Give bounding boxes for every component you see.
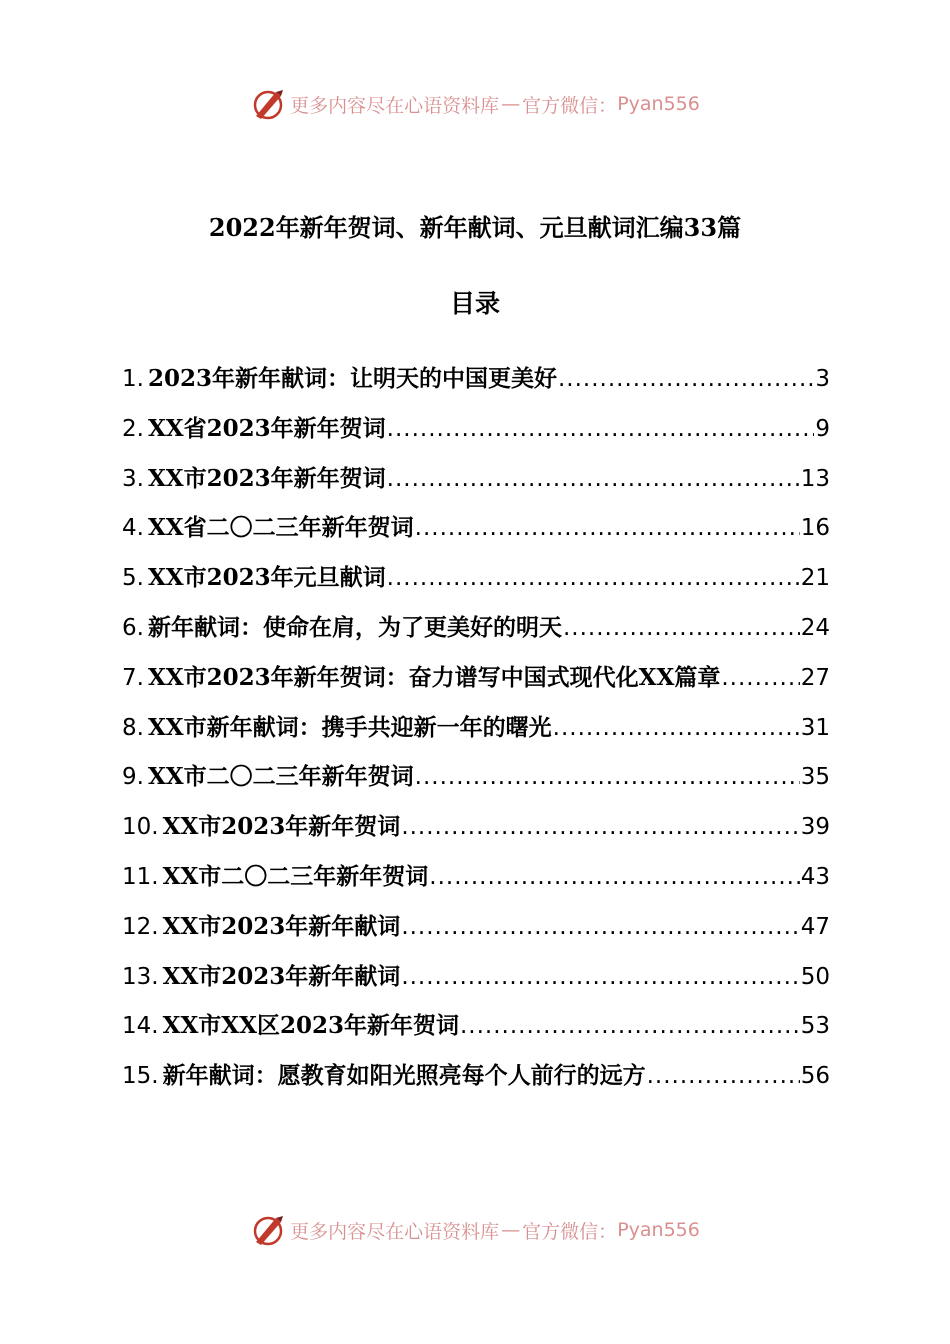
toc-number: 8 — [122, 714, 137, 741]
toc-leader — [415, 515, 800, 541]
toc-number: 13 — [122, 963, 152, 990]
toc-entry[interactable] — [122, 958, 830, 1008]
watermark-id: Pyan556 — [617, 93, 700, 115]
toc-entry[interactable] — [122, 758, 830, 808]
watermark-header — [0, 86, 950, 122]
toc-entry[interactable] — [122, 609, 830, 659]
toc-entry[interactable] — [122, 460, 830, 510]
toc-page-number: 43 — [800, 863, 830, 890]
toc-leader — [401, 814, 799, 840]
toc-separator: . — [136, 415, 144, 442]
toc-leader — [563, 615, 800, 641]
toc-entry[interactable] — [122, 709, 830, 759]
toc-entry[interactable] — [122, 410, 830, 460]
toc-separator: . — [136, 614, 144, 641]
toc-number: 5 — [122, 565, 137, 592]
toc-heading: 目录 — [449, 289, 500, 318]
toc-page-number: 3 — [815, 366, 830, 392]
toc-page-number: 31 — [800, 714, 830, 741]
toc-page-number: 53 — [800, 1013, 830, 1040]
toc-number: 9 — [122, 764, 137, 791]
toc-entry[interactable] — [122, 1057, 830, 1107]
watermark-text: 更多内容尽在心语资料库 — [290, 1220, 500, 1243]
toc-separator: . — [151, 1013, 159, 1040]
toc-leader — [429, 864, 799, 890]
toc-leader — [401, 964, 799, 990]
toc-title: XX市2023年新年贺词 — [162, 813, 401, 841]
toc-number: 3 — [122, 465, 137, 492]
toc-separator: . — [136, 764, 144, 791]
toc-separator: . — [151, 913, 159, 940]
toc-title: XX省二〇二三年新年贺词 — [147, 514, 414, 542]
toc-title: XX市2023年新年贺词：奋力谱写中国式现代化XX篇章 — [147, 663, 721, 691]
toc-separator: . — [136, 366, 144, 392]
toc-number: 7 — [122, 664, 137, 691]
toc-title: XX市2023年新年献词 — [162, 962, 401, 990]
toc-leader — [553, 715, 800, 741]
toc-number: 11 — [122, 863, 152, 890]
toc-leader — [401, 914, 799, 940]
toc-separator: . — [151, 814, 159, 841]
toc-page-number: 39 — [800, 814, 830, 841]
toc-number: 12 — [122, 913, 152, 940]
toc-entry[interactable] — [122, 360, 830, 410]
toc-leader — [387, 565, 800, 591]
toc-page-number: 21 — [800, 565, 830, 592]
watermark-footer — [0, 1212, 950, 1248]
toc-leader — [460, 1013, 800, 1039]
toc-leader — [721, 665, 799, 691]
toc-separator: . — [151, 963, 159, 990]
toc-title: XX省2023年新年贺词 — [147, 414, 386, 442]
toc-title: XX市2023年元旦献词 — [147, 564, 386, 592]
watermark-id: Pyan556 — [617, 1219, 700, 1241]
toc-entry[interactable] — [122, 1007, 830, 1057]
watermark-label: 官方微信： — [522, 94, 618, 117]
toc-separator: . — [136, 565, 144, 592]
document-title: 2022年新年贺词、新年献词、元旦献词汇编33篇 — [208, 213, 742, 242]
toc-separator: . — [151, 863, 159, 890]
toc-separator: . — [136, 664, 144, 691]
toc-number: 10 — [122, 814, 152, 841]
toc-number: 1 — [122, 366, 137, 392]
toc-title: 2023年新年献词：让明天的中国更美好 — [147, 365, 557, 392]
toc-title: XX市XX区2023年新年贺词 — [162, 1012, 459, 1040]
toc-page-number: 9 — [815, 415, 830, 442]
toc-page-number: 47 — [800, 913, 830, 940]
toc-number: 2 — [122, 415, 137, 442]
watermark-text: 更多内容尽在心语资料库 — [290, 94, 500, 117]
toc-entry[interactable] — [122, 908, 830, 958]
toc-number: 15 — [122, 1063, 152, 1090]
toc-entry[interactable] — [122, 509, 830, 559]
toc-title: XX市二〇二三年新年贺词 — [162, 862, 429, 890]
toc-separator: . — [136, 515, 144, 542]
toc-title: XX市2023年新年贺词 — [147, 464, 386, 492]
pen-logo-icon — [250, 1212, 286, 1248]
toc-title: 新年献词：愿教育如阳光照亮每个人前行的远方 — [162, 1062, 646, 1090]
toc-separator: . — [136, 714, 144, 741]
toc-page-number: 16 — [800, 515, 830, 542]
toc-page-number: 13 — [800, 465, 830, 492]
toc-entry[interactable] — [122, 559, 830, 609]
toc-leader — [387, 466, 800, 492]
toc-entry[interactable] — [122, 659, 830, 709]
watermark-separator: — — [501, 93, 521, 115]
table-of-contents — [122, 360, 830, 1107]
toc-number: 4 — [122, 515, 137, 542]
watermark-separator: — — [501, 1219, 521, 1241]
toc-page-number: 35 — [800, 764, 830, 791]
toc-leader — [387, 416, 815, 442]
toc-leader — [558, 366, 814, 392]
pen-logo-icon — [250, 86, 286, 122]
toc-page-number: 56 — [800, 1063, 830, 1090]
toc-page-number: 27 — [800, 664, 830, 691]
toc-entry[interactable] — [122, 858, 830, 908]
toc-leader — [415, 764, 800, 790]
toc-title: XX市新年献词：携手共迎新一年的曙光 — [147, 713, 552, 741]
toc-leader — [647, 1063, 800, 1089]
toc-number: 14 — [122, 1013, 152, 1040]
toc-page-number: 50 — [800, 963, 830, 990]
toc-separator: . — [136, 465, 144, 492]
toc-number: 6 — [122, 614, 137, 641]
watermark-label: 官方微信： — [522, 1220, 618, 1243]
toc-title: 新年献词：使命在肩，为了更美好的明天 — [147, 613, 562, 641]
toc-title: XX市2023年新年献词 — [162, 912, 401, 940]
toc-page-number: 24 — [800, 614, 830, 641]
toc-entry[interactable] — [122, 808, 830, 858]
toc-separator: . — [151, 1063, 159, 1090]
toc-title: XX市二〇二三年新年贺词 — [147, 763, 414, 791]
